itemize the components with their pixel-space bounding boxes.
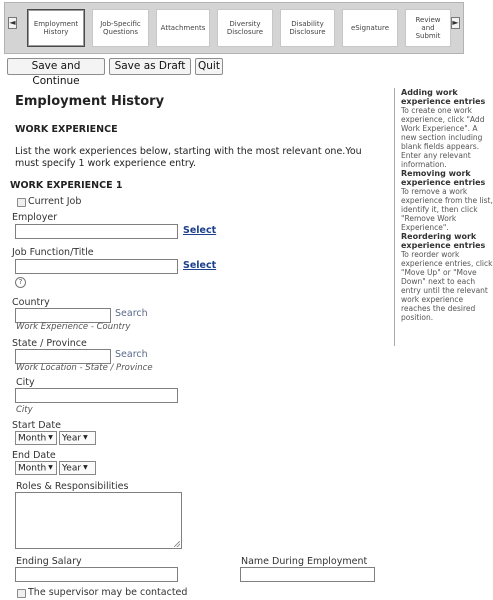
dropdown-arrow-icon: ▼ [83,464,88,471]
city-input[interactable] [15,388,178,403]
roles-textarea[interactable] [15,492,182,549]
step-diversity-disclosure[interactable] [217,9,273,47]
job-function-select-link[interactable]: Select [183,260,217,271]
ending-salary-label: Ending Salary [16,556,82,567]
name-during-employment-label: Name During Employment [241,556,368,567]
select-value: Year [62,463,82,474]
city-label: City [16,377,35,388]
employer-label: Employer [12,212,58,223]
end-date-label: End Date [12,450,56,461]
dropdown-arrow-icon: ▼ [48,434,53,441]
employment-history-form [0,78,392,600]
employer-select-link[interactable]: Select [183,225,217,236]
step-employment-history[interactable] [27,9,85,47]
country-label: Country [12,297,50,308]
job-function-input[interactable] [15,259,178,274]
city-hint: City [16,405,33,415]
help-text-reordering: To reorder work experience entries, click "Move Up" or "Move Down" next to each entry until the relevant work experience reaches the desired position. [401,250,493,322]
step-label: Diversity Disclosure [226,20,264,36]
start-month-select[interactable] [15,431,57,445]
step-label: Review and Submit [415,16,441,40]
next-step-arrow-icon[interactable]: ► [452,18,459,27]
step-label: Attachments [160,24,206,32]
step-review-and-submit[interactable] [405,9,451,47]
supervisor-contact-label: The supervisor may be contacted [28,587,188,598]
save-as-draft-button[interactable]: Save as Draft [109,58,191,75]
current-job-label: Current Job [28,196,82,207]
help-title-reordering: Reordering work experience entries [401,232,486,250]
resize-grip-icon[interactable] [174,541,180,547]
name-during-employment-input[interactable] [240,567,375,582]
country-input[interactable] [15,308,111,323]
current-job-checkbox[interactable] [17,198,26,207]
section-title: WORK EXPERIENCE [15,124,118,135]
step-label: Disability Disclosure [289,20,326,36]
subsection-title: WORK EXPERIENCE 1 [10,180,123,191]
select-value: Month [18,463,47,474]
ending-salary-input[interactable] [15,567,178,582]
end-year-select[interactable] [59,461,96,475]
roles-label: Roles & Responsibilities [16,481,129,492]
country-hint: Work Experience - Country [16,322,131,332]
step-label: Job-Specific Questions [100,20,141,36]
country-search-link[interactable]: Search [115,308,148,319]
step-attachments[interactable] [156,9,210,47]
supervisor-contact-checkbox[interactable] [17,589,26,598]
dropdown-arrow-icon: ▼ [48,464,53,471]
end-month-select[interactable] [15,461,57,475]
save-and-continue-button[interactable]: Save and Continue [7,58,105,75]
help-sidebar [394,88,493,346]
start-year-select[interactable] [59,431,96,445]
step-disability-disclosure[interactable] [280,9,335,47]
intro-text: List the work experiences below, starting with the most relevant one.You must specify 1 work experience entry. [15,146,362,169]
step-esignature[interactable] [342,9,398,47]
state-label: State / Province [12,338,87,349]
help-text-removing: To remove a work experience from the list, identify it, then click "Remove Work Experience". [401,187,493,232]
step-job-specific-questions[interactable] [92,9,149,47]
steps-wizard [4,2,464,54]
help-title-removing: Removing work experience entries [401,169,486,187]
state-hint: Work Location - State / Province [16,363,153,373]
select-value: Year [62,433,82,444]
start-date-label: Start Date [12,420,61,431]
step-label: Employment History [33,20,79,36]
state-input[interactable] [15,349,111,364]
help-text-adding: To create one work experience, click "Add Work Experience". A new section including blank fields appears. Enter any relevant information. [401,106,485,169]
help-icon[interactable]: ? [15,277,26,288]
state-search-link[interactable]: Search [115,349,148,360]
page-title: Employment History [15,94,165,109]
dropdown-arrow-icon: ▼ [83,434,88,441]
select-value: Month [18,433,47,444]
step-label: eSignature [350,24,390,32]
job-function-label: Job Function/Title [12,247,94,258]
employer-input[interactable] [15,224,178,239]
quit-button[interactable]: Quit [195,58,223,75]
help-title-adding: Adding work experience entries [401,88,486,106]
previous-step-arrow-icon[interactable]: ◄ [9,18,16,27]
